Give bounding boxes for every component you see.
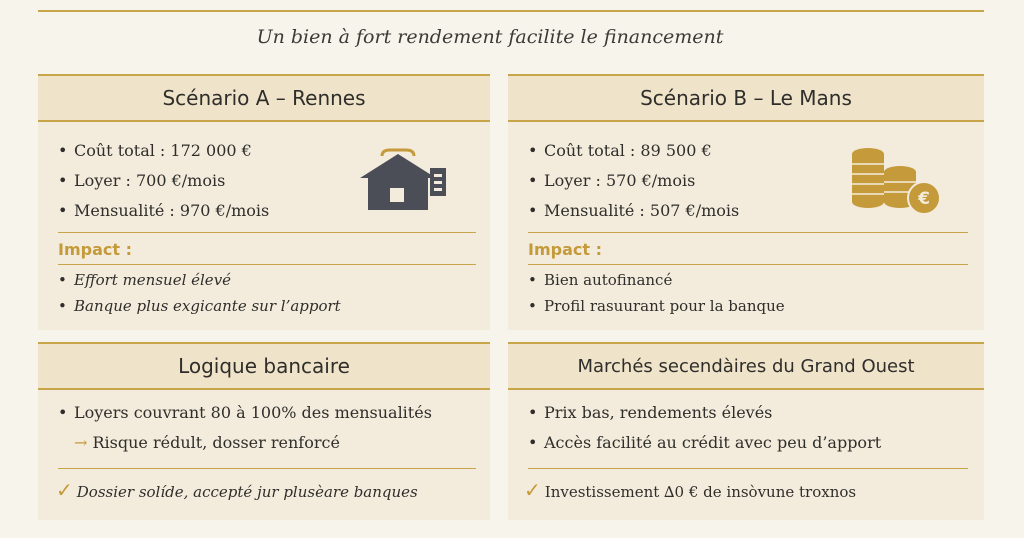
arrow-right-icon: → — [74, 433, 93, 452]
page-subtitle: Un bien à fort rendement facilite le financement — [256, 26, 724, 48]
scenario-a-impact-divider — [58, 264, 476, 265]
logique-bancaire-divider — [58, 468, 476, 469]
scenario-b-title: Scénario B – Le Mans — [508, 74, 984, 122]
list-item: • Profil rasuurant pour la banque — [528, 297, 785, 315]
list-item: • Coût total : 89 500 € — [528, 141, 712, 160]
scenario-a-card — [38, 74, 490, 330]
list-item: • Coût total : 172 000 € — [58, 141, 252, 160]
marches-divider — [528, 468, 968, 469]
list-item: • Loyer : 570 €/mois — [528, 171, 696, 190]
list-sub-item: → Risque rédult, dosser renforcé — [74, 433, 340, 452]
scenario-b-impact-list — [528, 267, 785, 319]
list-item: • Loyer : 700 €/mois — [58, 171, 226, 190]
logique-bancaire-check: ✓ Dossier solíde, accepté jur plusèare banques — [56, 478, 418, 502]
scenario-b-card — [508, 74, 984, 330]
logique-bancaire-card — [38, 342, 490, 520]
scenario-a-list — [58, 136, 269, 226]
list-item: • Prix bas, rendements élevés — [528, 403, 773, 422]
scenario-a-impact-label: Impact : — [58, 240, 132, 259]
scenario-a-title: Scénario A – Rennes — [38, 74, 490, 122]
scenario-b-impact-divider — [528, 264, 968, 265]
list-item: • Mensualité : 970 €/mois — [58, 201, 270, 220]
scenario-b-divider — [528, 232, 968, 233]
scenario-b-list — [528, 136, 739, 226]
top-divider — [38, 10, 984, 12]
scenario-b-impact-label: Impact : — [528, 240, 602, 259]
euro-coins-icon — [850, 146, 946, 220]
list-item: • Bien autofinancé — [528, 271, 673, 289]
checkmark-icon: ✓ — [56, 478, 73, 502]
scenario-a-divider — [58, 232, 476, 233]
list-item: • Mensualité : 507 €/mois — [528, 201, 740, 220]
checkmark-icon: ✓ — [524, 478, 541, 502]
marches-check: ✓ Investissement ∆0 € de insòvune troxnos — [524, 478, 857, 502]
house-key-icon — [360, 148, 448, 216]
list-item: • Effort mensuel élevé — [58, 271, 232, 289]
list-item: • Banque plus exgicante sur l’apport — [58, 297, 341, 315]
logique-bancaire-list — [58, 398, 432, 458]
marches-title: Marchés secendàires du Grand Ouest — [508, 342, 984, 390]
marches-card — [508, 342, 984, 520]
logique-bancaire-title: Logique bancaire — [38, 342, 490, 390]
list-item: • Accès facilité au crédit avec peu d’apport — [528, 433, 882, 452]
scenario-a-impact-list — [58, 267, 341, 319]
list-item: • Loyers couvrant 80 à 100% des mensualités — [58, 403, 432, 422]
marches-list — [528, 398, 881, 458]
svg-text:€: € — [918, 189, 930, 209]
